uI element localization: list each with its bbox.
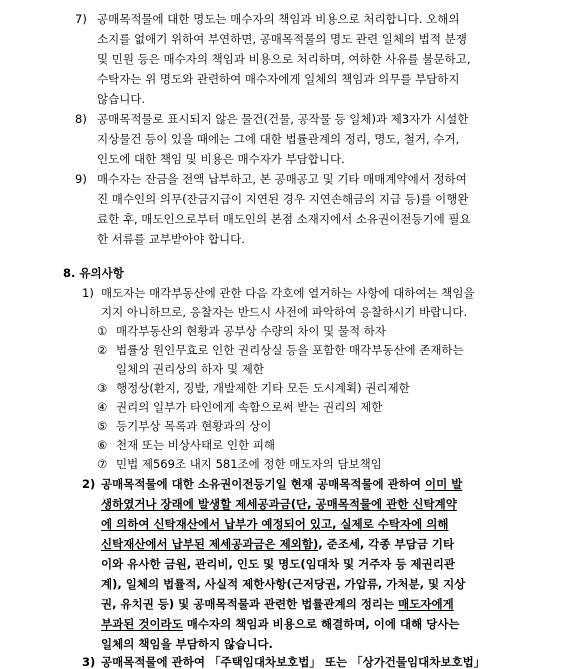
notice-item-1-number: 1)	[82, 286, 94, 300]
item-8-number: 8)	[75, 112, 87, 126]
item-9-line-4: 한 서류를 교부받아야 합니다.	[97, 232, 245, 246]
notice-item-2-line-2: 생하였거나 장래에 발생할 제세공과금(단, 공매목적물에 관한 신탁계약	[101, 497, 457, 511]
notice-item-1-line-2: 지지 아니하므로, 응찰자는 반드시 사전에 파악하여 응찰하시기 바랍니다.	[101, 305, 468, 319]
item-7-line-1: 공매목적물에 대한 명도는 매수자의 책임과 비용으로 처리합니다. 오해의	[97, 12, 460, 26]
line-4-underlined: 신탁재산에서 납부된 제세공과금은 제외함)	[101, 537, 319, 551]
notice-item-2-line-9: 일체의 책임을 부담하지 않습니다.	[101, 637, 273, 651]
notice-item-2-line-6: 계), 일체의 법률적, 사실적 제한사항(근저당권, 가압류, 가처분, 및 지상	[101, 577, 466, 591]
notice-item-3-number: 3)	[82, 655, 96, 669]
sub-item-6-text: 천재 또는 비상사태로 인한 피해	[116, 438, 276, 452]
sub-item-4-text: 권리의 일부가 타인에게 속함으로써 받는 권리의 제한	[116, 400, 383, 414]
item-8-line-3: 인도에 대한 책임 및 비용은 매수자가 부담합니다.	[97, 152, 345, 166]
item-7-line-5: 않습니다.	[97, 92, 146, 106]
sub-item-3-text: 행정상(환지, 징발, 개발제한 기타 모든 도시계획) 권리제한	[116, 381, 410, 395]
notice-item-1-line-1: 매도자는 매각부동산에 관한 다음 각호에 열거하는 사항에 대하여는 책임을	[101, 286, 475, 300]
line-4-text: , 준조세, 각종 부담금 기타	[318, 537, 455, 551]
sub-item-7-text: 민법 제569조 내지 581조에 정한 매도자의 담보책임	[116, 457, 382, 471]
notice-item-2-line-3: 에 의하여 신탁재산에서 납부가 예정되어 있고, 실제로 수탁자에 의해	[101, 517, 449, 531]
sub-marker-2: ②	[97, 343, 108, 357]
sub-item-1-text: 매각부동산의 현황과 공부상 수량의 차이 및 물적 하자	[116, 324, 386, 338]
sub-item-2-text-1: 법률상 원인무효로 인한 권리상실 등을 포함한 매각부동산에 존재하는	[116, 343, 464, 357]
notice-item-2-line-7	[101, 597, 454, 611]
item-9-number: 9)	[75, 172, 87, 186]
item-9-line-3: 료한 후, 매도인으로부터 매도인의 본점 소재지에서 소유권이전등기에 필요	[97, 212, 471, 226]
item-7-line-2: 소지를 없애기 위하여 부연하면, 공매목적물의 명도 관련 일체의 법적 분쟁	[97, 32, 467, 46]
sub-marker-1: ①	[97, 324, 108, 338]
item-9-line-1: 매수자는 잔금을 전액 납부하고, 본 공매공고 및 기타 매매계약에서 정하여	[97, 172, 467, 186]
line-1-underlined: 이미 발	[424, 477, 463, 491]
line-7-underlined: 매도자에게	[398, 597, 454, 611]
line-7-text: 권, 유치권 등) 및 공매목적물과 관련한 법률관계의 정리는	[101, 597, 399, 611]
line-8-underlined: 부과된 것이라도	[101, 617, 183, 631]
notice-item-2-line-1	[101, 477, 462, 491]
notice-item-2-line-5: 이와 유사한 금원, 관리비, 인도 및 명도(임대차 및 거주자 등 제권리관	[101, 557, 455, 571]
notice-item-3-line-1: 공매목적물에 관하여 「주택임대차보호법」 또는 「상가건물임대차보호법」	[101, 655, 486, 669]
sub-marker-6: ⑥	[97, 438, 108, 452]
line-8-text: 매수자의 책임과 비용으로 해결하며, 이에 대해 당사는	[182, 617, 460, 631]
item-9-line-2: 진 매수인의 의무(잔금지급이 지연된 경우 지연손해금의 지급 등)를 이행완	[97, 192, 469, 206]
notice-item-2-number: 2)	[82, 477, 96, 491]
item-8-line-1: 공매목적물로 표시되지 않은 물건(건물, 공작물 등 일체)과 제3자가 시설한	[97, 112, 469, 126]
notice-item-2-line-4	[101, 537, 454, 551]
item-7-number: 7)	[75, 12, 87, 26]
sub-marker-7: ⑦	[97, 457, 108, 471]
item-7-line-4: 수탁자는 위 명도와 관련하여 매수자에게 일체의 책임과 의무를 부담하지	[97, 72, 460, 86]
sub-item-5-text: 등기부상 목록과 현황과의 상이	[116, 419, 272, 433]
sub-item-2-text-2: 일체의 권리상의 하자 및 제한	[116, 362, 264, 376]
sub-marker-5: ⑤	[97, 419, 108, 433]
item-7-line-3: 및 민원 등은 매수자의 책임과 비용으로 처리하며, 여하한 사유를 불문하고,	[97, 52, 471, 66]
line-1-text: 공매목적물에 대한 소유권이전등기일 현재 공매목적물에 관하여	[101, 477, 425, 491]
notice-item-2-line-8	[101, 617, 460, 631]
item-8-line-2: 지상물건 등이 있을 때에는 그에 대한 법률관계의 정리, 명도, 철거, 수거,	[97, 132, 460, 146]
section-heading: 8. 유의사항	[63, 266, 124, 280]
sub-marker-3: ③	[97, 381, 108, 395]
sub-marker-4: ④	[97, 400, 108, 414]
